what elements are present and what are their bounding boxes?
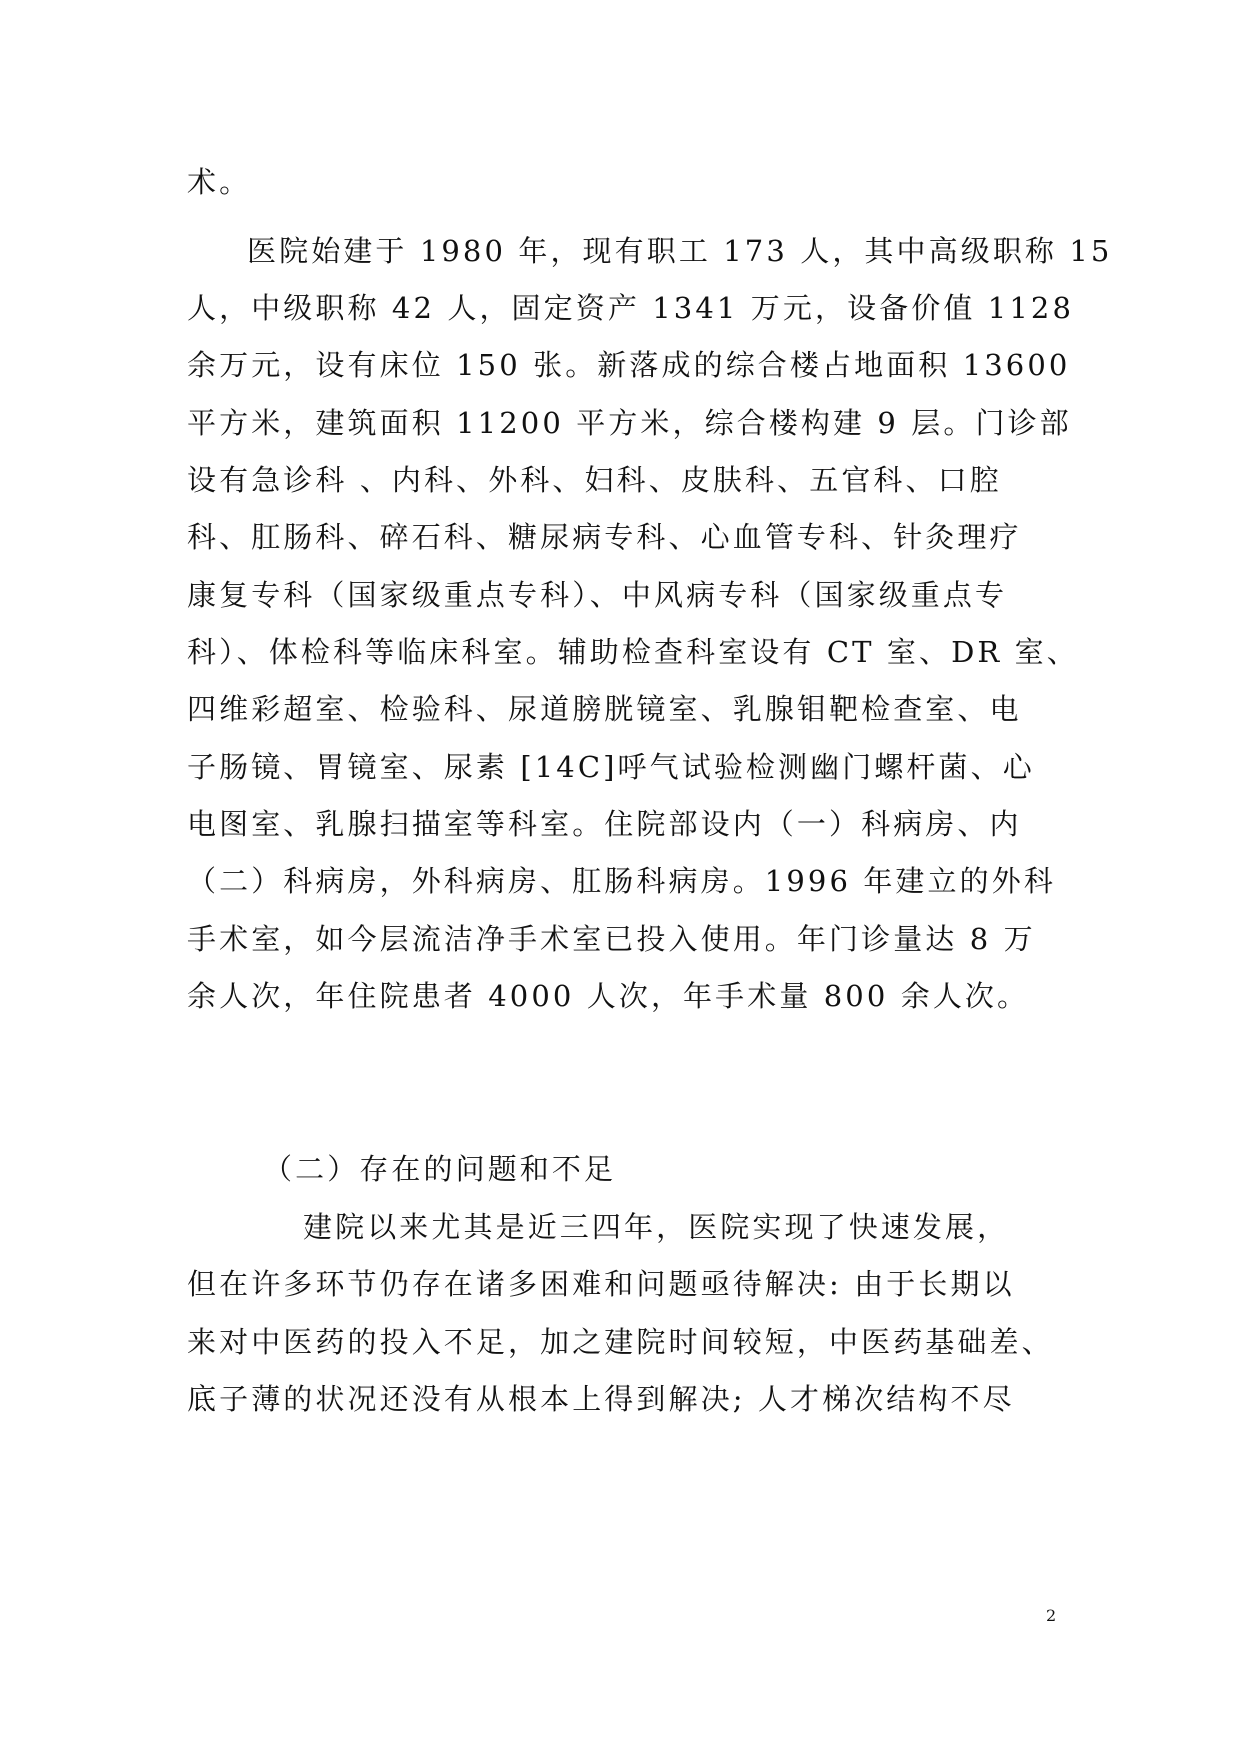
text-line: 康复专科（国家级重点专科）、中风病专科（国家级重点专 bbox=[187, 578, 1008, 612]
text-line: 设有急诊科 、内科、外科、妇科、皮肤科、五官科、口腔 bbox=[187, 463, 1002, 497]
text-line: 底子薄的状况还没有从根本上得到解决; 人才梯次结构不尽 bbox=[187, 1382, 1015, 1416]
text-line: 科）、体检科等临床科室。辅助检查科室设有 CT 室、DR 室、 bbox=[187, 635, 1079, 669]
text-line: 平方米，建筑面积 11200 平方米，综合楼构建 9 层。门诊部 bbox=[187, 406, 1072, 440]
text-line: 来对中医药的投入不足，加之建院时间较短，中医药基础差、 bbox=[187, 1325, 1054, 1359]
text-line: 四维彩超室、检验科、尿道膀胱镜室、乳腺钼靶检查室、电 bbox=[187, 692, 1022, 726]
text-line: 术。 bbox=[187, 165, 252, 199]
text-line: 余人次，年住院患者 4000 人次，年手术量 800 余人次。 bbox=[187, 979, 1030, 1013]
text-line: 手术室，如今层流洁净手术室已投入使用。年门诊量达 8 万 bbox=[187, 922, 1036, 956]
text-line: 电图室、乳腺扫描室等科室。住院部设内（一）科病房、内 bbox=[187, 807, 1022, 841]
text-line: 建院以来尤其是近三四年，医院实现了快速发展， bbox=[303, 1210, 1010, 1244]
section-heading: （二）存在的问题和不足 bbox=[263, 1152, 617, 1186]
text-line: 人，中级职称 42 人，固定资产 1341 万元，设备价值 1128 bbox=[187, 291, 1074, 325]
text-line: 医院始建于 1980 年，现有职工 173 人，其中高级职称 15 bbox=[247, 234, 1113, 268]
text-line: 子肠镜、胃镜室、尿素 [14C]呼气试验检测幽门螺杆菌、心 bbox=[187, 750, 1035, 784]
text-line: （二）科病房，外科病房、肛肠科病房。1996 年建立的外科 bbox=[187, 864, 1056, 898]
text-line: 余万元，设有床位 150 张。新落成的综合楼占地面积 13600 bbox=[187, 348, 1071, 382]
text-line: 科、肛肠科、碎石科、糖尿病专科、心血管专科、针灸理疗 bbox=[187, 520, 1022, 554]
text-line: 但在许多环节仍存在诸多困难和问题亟待解决: 由于长期以 bbox=[187, 1267, 1015, 1301]
page-number: 2 bbox=[1046, 1606, 1057, 1625]
